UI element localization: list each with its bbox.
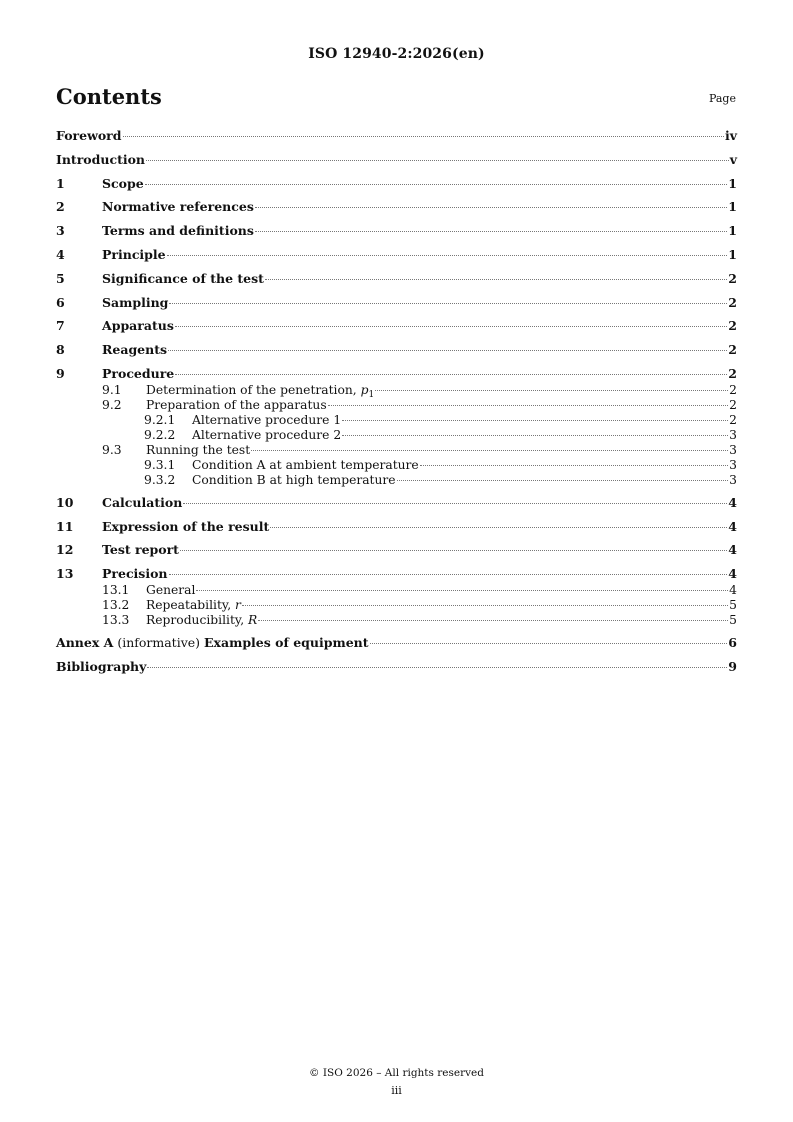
toc-page: 6 [728,634,737,650]
toc-entry-9-2-1[interactable] [56,413,737,427]
toc-page: 4 [729,583,737,598]
toc-number: 6 [56,294,65,310]
toc-label: Reproducibility, R [146,613,258,628]
toc-page: 2 [729,412,737,427]
document-identifier: ISO 12940-2:2026(en) [308,46,485,62]
dot-leader [169,574,728,575]
toc-number: 4 [56,246,65,262]
toc-entry-6[interactable] [56,295,737,311]
dot-leader [167,255,728,256]
toc-page: 2 [728,294,737,310]
toc-number: 13.1 [102,583,130,598]
dot-leader [342,435,728,436]
toc-entry-9-3-2[interactable] [56,473,737,487]
toc-label: Determination of the penetration, $p_1$ [146,382,375,400]
toc-entry-9-1[interactable] [56,382,737,400]
dot-leader [420,465,728,466]
toc-entry-9-2-2[interactable] [56,428,737,442]
toc-number: 9.3.1 [144,457,176,472]
toc-number: 13.3 [102,613,130,628]
dot-leader [145,184,728,185]
dot-leader [251,450,728,451]
toc-page: 4 [728,494,737,510]
toc-entry-1[interactable] [56,176,737,192]
dot-leader [258,620,728,621]
toc-page: 3 [729,442,737,457]
math-subscript: 1 [368,389,375,400]
page-column-label: Page [708,92,736,105]
toc-label: Annex A (informative) Examples of equipment [56,634,369,650]
dot-leader [328,405,729,406]
page-number: iii [391,1084,402,1097]
dot-leader [342,420,728,421]
toc-entry-bibliography[interactable] [56,659,737,675]
dot-leader [397,480,729,481]
dot-leader [123,136,724,137]
toc-entry-12[interactable] [56,542,737,558]
math-variable: r [235,598,241,613]
toc-page: 2 [728,318,737,334]
toc-number: 9.2.2 [144,427,176,442]
toc-page: 2 [728,365,737,381]
toc-number: 2 [56,199,65,215]
toc-number: 9.3.2 [144,472,176,487]
toc-entry-3[interactable] [56,223,737,239]
toc-page: 1 [728,223,737,239]
toc-label: Preparation of the apparatus [146,397,327,412]
toc-entry-11[interactable] [56,519,737,535]
dot-leader [175,374,727,375]
toc-number: 9.2.1 [144,412,176,427]
table-of-contents [56,128,737,675]
dot-leader [370,643,728,644]
toc-label: Introduction [56,151,146,167]
dot-leader [146,160,729,161]
toc-number: 9.1 [102,382,122,397]
toc-page: 5 [729,598,737,613]
toc-label: Test report [102,542,179,558]
dot-leader [270,527,727,528]
toc-entry-13-1[interactable] [56,583,737,597]
toc-label: Apparatus [102,318,174,334]
toc-label: Terms and definitions [102,223,254,239]
toc-label: Significance of the test [102,270,264,286]
toc-number: 5 [56,270,65,286]
toc-label: Alternative procedure 1 [192,412,342,427]
toc-number: 3 [56,223,65,239]
contents-title: Contents [56,84,162,109]
toc-entry-annex-a[interactable] [56,635,737,651]
toc-page: v [729,151,737,167]
toc-number: 12 [56,542,74,558]
dot-leader [255,231,727,232]
toc-number: 9.3 [102,442,122,457]
toc-page: 2 [729,397,737,412]
toc-page: 1 [728,175,737,191]
toc-label: Normative references [102,199,254,215]
toc-number: 13 [56,566,74,582]
toc-label: Calculation [102,494,183,510]
dot-leader [375,390,728,391]
toc-entry-introduction[interactable] [56,152,737,168]
toc-number: 9.2 [102,397,122,412]
toc-page: 2 [728,270,737,286]
dot-leader [175,326,727,327]
toc-page: 2 [728,342,737,358]
dot-leader [147,667,727,668]
toc-label: General [146,583,196,598]
toc-page: 3 [729,472,737,487]
toc-label: Precision [102,566,168,582]
toc-label: Foreword [56,128,122,143]
toc-entry-9[interactable] [56,366,737,382]
toc-label: Condition B at high temperature [192,472,396,487]
toc-label: Condition A at ambient temperature [192,457,419,472]
toc-label: Running the test [146,442,251,457]
dot-leader [242,605,728,606]
toc-number: 1 [56,175,65,191]
toc-label: Expression of the result [102,518,270,534]
toc-entry-foreword[interactable] [56,128,737,144]
toc-entry-10[interactable] [56,495,737,511]
toc-page: 3 [729,427,737,442]
math-variable: R [248,613,258,628]
toc-entry-9-2[interactable] [56,398,737,412]
toc-page: 2 [729,382,737,397]
dot-leader [255,207,727,208]
toc-label: Sampling [102,294,169,310]
dot-leader [196,590,728,591]
dot-leader [180,550,727,551]
toc-page: 4 [728,518,737,534]
math-variable: p [360,382,369,397]
annex-type: (informative) [113,634,205,650]
toc-label: Reagents [102,342,168,358]
toc-page: 5 [729,613,737,628]
toc-entry-9-3[interactable] [56,443,737,457]
toc-entry-13[interactable] [56,566,737,582]
toc-label: Repeatability, r [146,598,241,613]
toc-entry-9-3-1[interactable] [56,458,737,472]
toc-number: 10 [56,494,74,510]
toc-page: 1 [728,246,737,262]
toc-entry-13-2[interactable] [56,598,737,612]
dot-leader [169,303,727,304]
toc-label: Scope [102,175,144,191]
dot-leader [168,350,727,351]
toc-page: 3 [729,457,737,472]
toc-page: 9 [728,658,737,674]
toc-page: iv [724,128,737,143]
copyright-notice: © ISO 2026 – All rights reserved [309,1067,484,1079]
dot-leader [183,503,727,504]
toc-page: 1 [728,199,737,215]
toc-entry-13-3[interactable] [56,613,737,627]
toc-entry-7[interactable] [56,318,737,334]
toc-label: Alternative procedure 2 [192,427,342,442]
toc-number: 9 [56,365,65,381]
toc-entry-4[interactable] [56,247,737,263]
toc-entry-2[interactable] [56,199,737,215]
dot-leader [265,279,727,280]
toc-label: Principle [102,246,166,262]
toc-entry-8[interactable] [56,342,737,358]
toc-label: Bibliography [56,658,147,674]
toc-page: 4 [728,542,737,558]
toc-number: 11 [56,518,74,534]
toc-label: Procedure [102,365,175,381]
toc-number: 8 [56,342,65,358]
toc-number: 13.2 [102,598,130,613]
toc-entry-5[interactable] [56,271,737,287]
toc-page: 4 [728,566,737,582]
toc-number: 7 [56,318,65,334]
